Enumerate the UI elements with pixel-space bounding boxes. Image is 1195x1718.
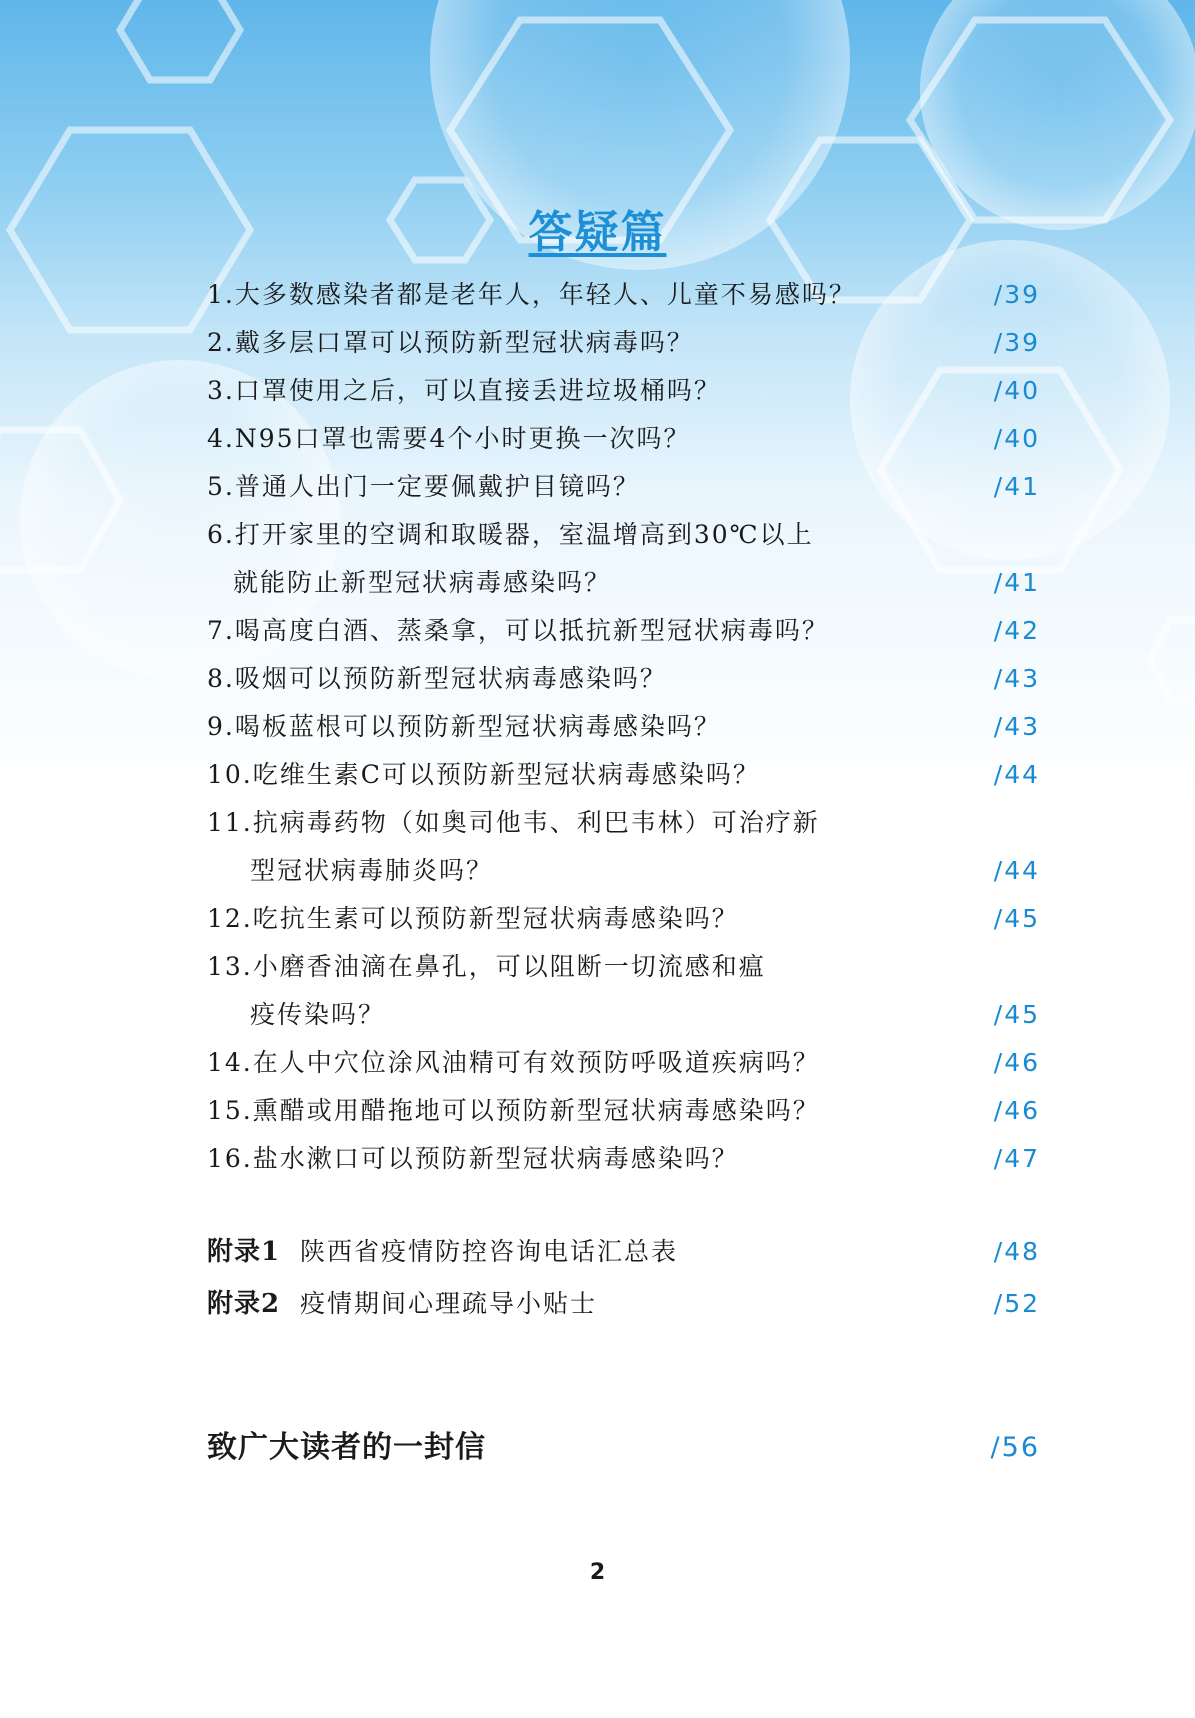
- toc-item-page: /40: [993, 424, 1040, 453]
- toc-item-page: /44: [993, 760, 1040, 789]
- toc-item-text: 2.戴多层口罩可以预防新型冠状病毒吗？: [207, 328, 694, 357]
- toc-item-page: /40: [993, 376, 1040, 405]
- toc-item[interactable]: [0, 1043, 1195, 1083]
- toc-item-page: /41: [993, 472, 1040, 501]
- section-title: 答疑篇: [528, 207, 667, 258]
- toc-item-text: 6.打开家里的空调和取暖器，室温增高到30℃以上: [207, 520, 814, 549]
- toc-item-page: /45: [993, 904, 1040, 933]
- toc-item-page: /41: [993, 568, 1040, 597]
- appendix-title: 陕西省疫情防控咨询电话汇总表: [300, 1237, 679, 1266]
- toc-item-continuation[interactable]: [0, 851, 1195, 891]
- toc-item-text: 8.吸烟可以预防新型冠状病毒感染吗？: [207, 664, 667, 693]
- appendix-page: /52: [993, 1289, 1040, 1318]
- toc-item-text: 10.吃维生素C可以预防新型冠状病毒感染吗？: [207, 760, 760, 789]
- toc-item-text-continued: 疫传染吗？: [250, 1000, 386, 1029]
- toc-item[interactable]: [0, 323, 1195, 363]
- appendix-item[interactable]: [0, 1232, 1195, 1272]
- toc-item-page: /46: [993, 1096, 1040, 1125]
- appendix-item[interactable]: [0, 1284, 1195, 1324]
- toc-item[interactable]: [0, 515, 1195, 555]
- toc-item-text: 7.喝高度白酒、蒸桑拿，可以抵抗新型冠状病毒吗？: [207, 616, 829, 645]
- toc-item-text: 4.N95口罩也需要4个小时更换一次吗？: [207, 424, 691, 453]
- toc-item-text: 11.抗病毒药物（如奥司他韦、利巴韦林）可治疗新: [207, 808, 820, 837]
- toc-item[interactable]: [0, 899, 1195, 939]
- appendix-item-line: [207, 1232, 678, 1272]
- toc-item-text-continued: 就能防止新型冠状病毒感染吗？: [233, 568, 612, 597]
- toc-item[interactable]: [0, 947, 1195, 987]
- toc-item-continuation[interactable]: [0, 563, 1195, 603]
- toc-item[interactable]: [0, 419, 1195, 459]
- toc-item-text: 15.熏醋或用醋拖地可以预防新型冠状病毒感染吗？: [207, 1096, 820, 1125]
- toc-item[interactable]: [0, 707, 1195, 747]
- toc-item-page: /39: [993, 328, 1040, 357]
- toc-item-page: /39: [993, 280, 1040, 309]
- page-number: 2: [589, 1560, 606, 1585]
- toc-item-text: 16.盐水漱口可以预防新型冠状病毒感染吗？: [207, 1144, 739, 1173]
- toc-item-page: /43: [993, 712, 1040, 741]
- appendix-label: 附录2: [207, 1289, 281, 1319]
- toc-item[interactable]: [0, 1091, 1195, 1131]
- appendix-page: /48: [993, 1237, 1040, 1266]
- letter-page: /56: [990, 1432, 1040, 1463]
- toc-item-page: /45: [993, 1000, 1040, 1029]
- letter-entry[interactable]: [0, 1425, 1195, 1471]
- toc-item-text: 5.普通人出门一定要佩戴护目镜吗？: [207, 472, 640, 501]
- toc-item[interactable]: [0, 371, 1195, 411]
- appendix-label: 附录1: [207, 1237, 281, 1267]
- toc-item-page: /44: [993, 856, 1040, 885]
- appendix-title: 疫情期间心理疏导小贴士: [300, 1289, 598, 1318]
- toc-item-page: /43: [993, 664, 1040, 693]
- toc-item-text: 9.喝板蓝根可以预防新型冠状病毒感染吗？: [207, 712, 721, 741]
- toc-item-text: 12.吃抗生素可以预防新型冠状病毒感染吗？: [207, 904, 739, 933]
- toc-item[interactable]: [0, 803, 1195, 843]
- toc-item[interactable]: [0, 1139, 1195, 1179]
- toc-item[interactable]: [0, 275, 1195, 315]
- letter-title: 致广大读者的一封信: [207, 1430, 486, 1465]
- toc-item-text: 1.大多数感染者都是老年人，年轻人、儿童不易感吗？: [207, 280, 856, 309]
- appendix-item-line: [207, 1284, 597, 1324]
- toc-item[interactable]: [0, 467, 1195, 507]
- toc-item-text: 13.小磨香油滴在鼻孔，可以阻断一切流感和瘟: [207, 952, 766, 981]
- toc-item[interactable]: [0, 611, 1195, 651]
- toc-item-page: /42: [993, 616, 1040, 645]
- toc-item[interactable]: [0, 755, 1195, 795]
- toc-item-page: /46: [993, 1048, 1040, 1077]
- toc-item[interactable]: [0, 659, 1195, 699]
- toc-item-text: 14.在人中穴位涂风油精可有效预防呼吸道疾病吗？: [207, 1048, 820, 1077]
- toc-item-text: 3.口罩使用之后，可以直接丢进垃圾桶吗？: [207, 376, 721, 405]
- toc-item-text-continued: 型冠状病毒肺炎吗？: [250, 856, 494, 885]
- toc-item-continuation[interactable]: [0, 995, 1195, 1035]
- toc-item-page: /47: [993, 1144, 1040, 1173]
